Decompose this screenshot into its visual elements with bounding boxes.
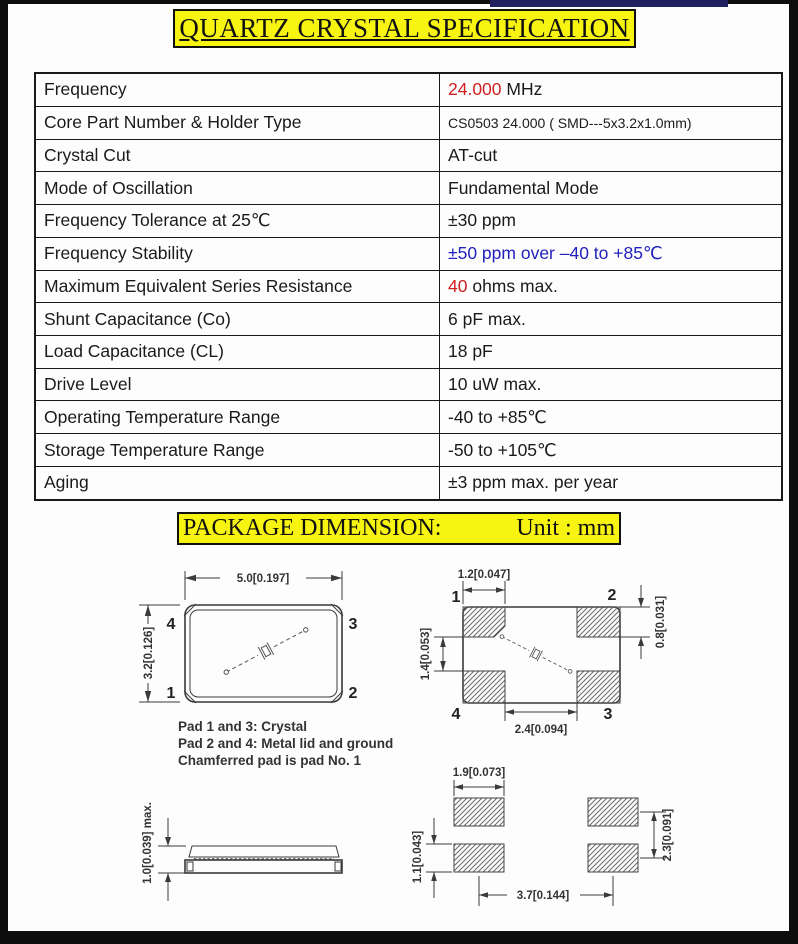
- spec-label-cell: Frequency Stability: [35, 237, 440, 270]
- spec-value-part: Fundamental Mode: [448, 177, 599, 198]
- bottom-view-drawing: [420, 569, 667, 736]
- side-view-height-dim: 1.0[0.039] max.: [142, 802, 154, 884]
- bottom-view-pad-3: 3: [603, 706, 613, 723]
- spec-value-part: ±30 ppm: [448, 210, 516, 231]
- top-view-height-dim: 3.2[0.126]: [143, 626, 155, 680]
- spec-value-part: 10 uW max.: [448, 374, 542, 395]
- land-pattern-pad-height-dim: 1.1[0.043]: [412, 830, 424, 884]
- pad-notes: [178, 719, 393, 768]
- spec-value-part: -50 to +105℃: [448, 439, 557, 460]
- package-dimension-label: PACKAGE DIMENSION:: [183, 515, 442, 541]
- top-view-pad-4: 4: [166, 616, 176, 633]
- spec-label-cell: Aging: [35, 466, 440, 500]
- spec-value-part: -40 to +85℃: [448, 406, 547, 427]
- spec-value-part: ±3 ppm max. per year: [448, 472, 619, 493]
- spec-value-part: AT-cut: [448, 145, 498, 166]
- spec-value-part: MHz: [501, 79, 543, 100]
- spec-label-cell: Drive Level: [35, 368, 440, 401]
- spec-value-part: 40: [448, 275, 468, 296]
- spec-label-cell: Core Part Number & Holder Type: [35, 106, 440, 139]
- spec-value-part: ohms max.: [467, 275, 558, 296]
- top-view-width-dim: 5.0[0.197]: [236, 573, 290, 585]
- bottom-view-pad-4: 4: [451, 706, 461, 723]
- spec-label-cell: Frequency Tolerance at 25℃: [35, 205, 440, 238]
- top-view-pad-1: 1: [166, 685, 176, 702]
- package-dimension-unit: Unit : mm: [516, 515, 615, 541]
- bottom-view-pad-2: 2: [607, 587, 617, 604]
- spec-label-cell: Shunt Capacitance (Co): [35, 303, 440, 336]
- side-view-drawing: [142, 802, 342, 901]
- land-pattern-vertical-span-dim: 2.3[0.091]: [662, 808, 674, 862]
- bottom-view-inner-span-dim: 2.4[0.094]: [514, 724, 568, 736]
- spec-value-part: 18 pF: [448, 341, 493, 362]
- bottom-view-pad-width-dim: 1.2[0.047]: [457, 569, 511, 581]
- page-title-text: QUARTZ CRYSTAL SPECIFICATION: [179, 13, 630, 43]
- spec-label-cell: Storage Temperature Range: [35, 434, 440, 467]
- top-view-pad-3: 3: [348, 616, 358, 633]
- land-pattern-horizontal-span-dim: 3.7[0.144]: [516, 890, 570, 902]
- pad-note-2: Pad 2 and 4: Metal lid and ground: [178, 736, 394, 751]
- bottom-view-pad-height-dim: 0.8[0.031]: [655, 595, 667, 649]
- spec-label-cell: Maximum Equivalent Series Resistance: [35, 270, 440, 303]
- spec-label-cell: Mode of Oscillation: [35, 172, 440, 205]
- top-navy-bar: [490, 0, 728, 7]
- top-view-drawing: [139, 571, 358, 703]
- bottom-view-pad-gap-dim: 1.4[0.053]: [420, 627, 432, 681]
- land-pattern-drawing: [412, 767, 674, 906]
- pad-note-3: Chamferred pad is pad No. 1: [178, 753, 362, 768]
- spec-label-cell: Load Capacitance (CL): [35, 336, 440, 369]
- spec-value-part: 24.000: [448, 79, 502, 100]
- spec-label-cell: Crystal Cut: [35, 139, 440, 172]
- spec-value-part: 6 pF max.: [448, 308, 526, 329]
- spec-value-part: ±50 ppm over –40 to +85℃: [448, 243, 663, 264]
- spec-label-cell: Operating Temperature Range: [35, 401, 440, 434]
- bottom-view-pad-1: 1: [451, 589, 461, 606]
- spec-label-cell: Frequency: [35, 73, 440, 106]
- pad-note-1: Pad 1 and 3: Crystal: [178, 719, 308, 734]
- land-pattern-pad-width-dim: 1.9[0.073]: [452, 767, 506, 779]
- spec-value-part: CS0503 24.000 ( SMD---5x3.2x1.0mm): [448, 114, 692, 131]
- top-view-pad-2: 2: [348, 685, 358, 702]
